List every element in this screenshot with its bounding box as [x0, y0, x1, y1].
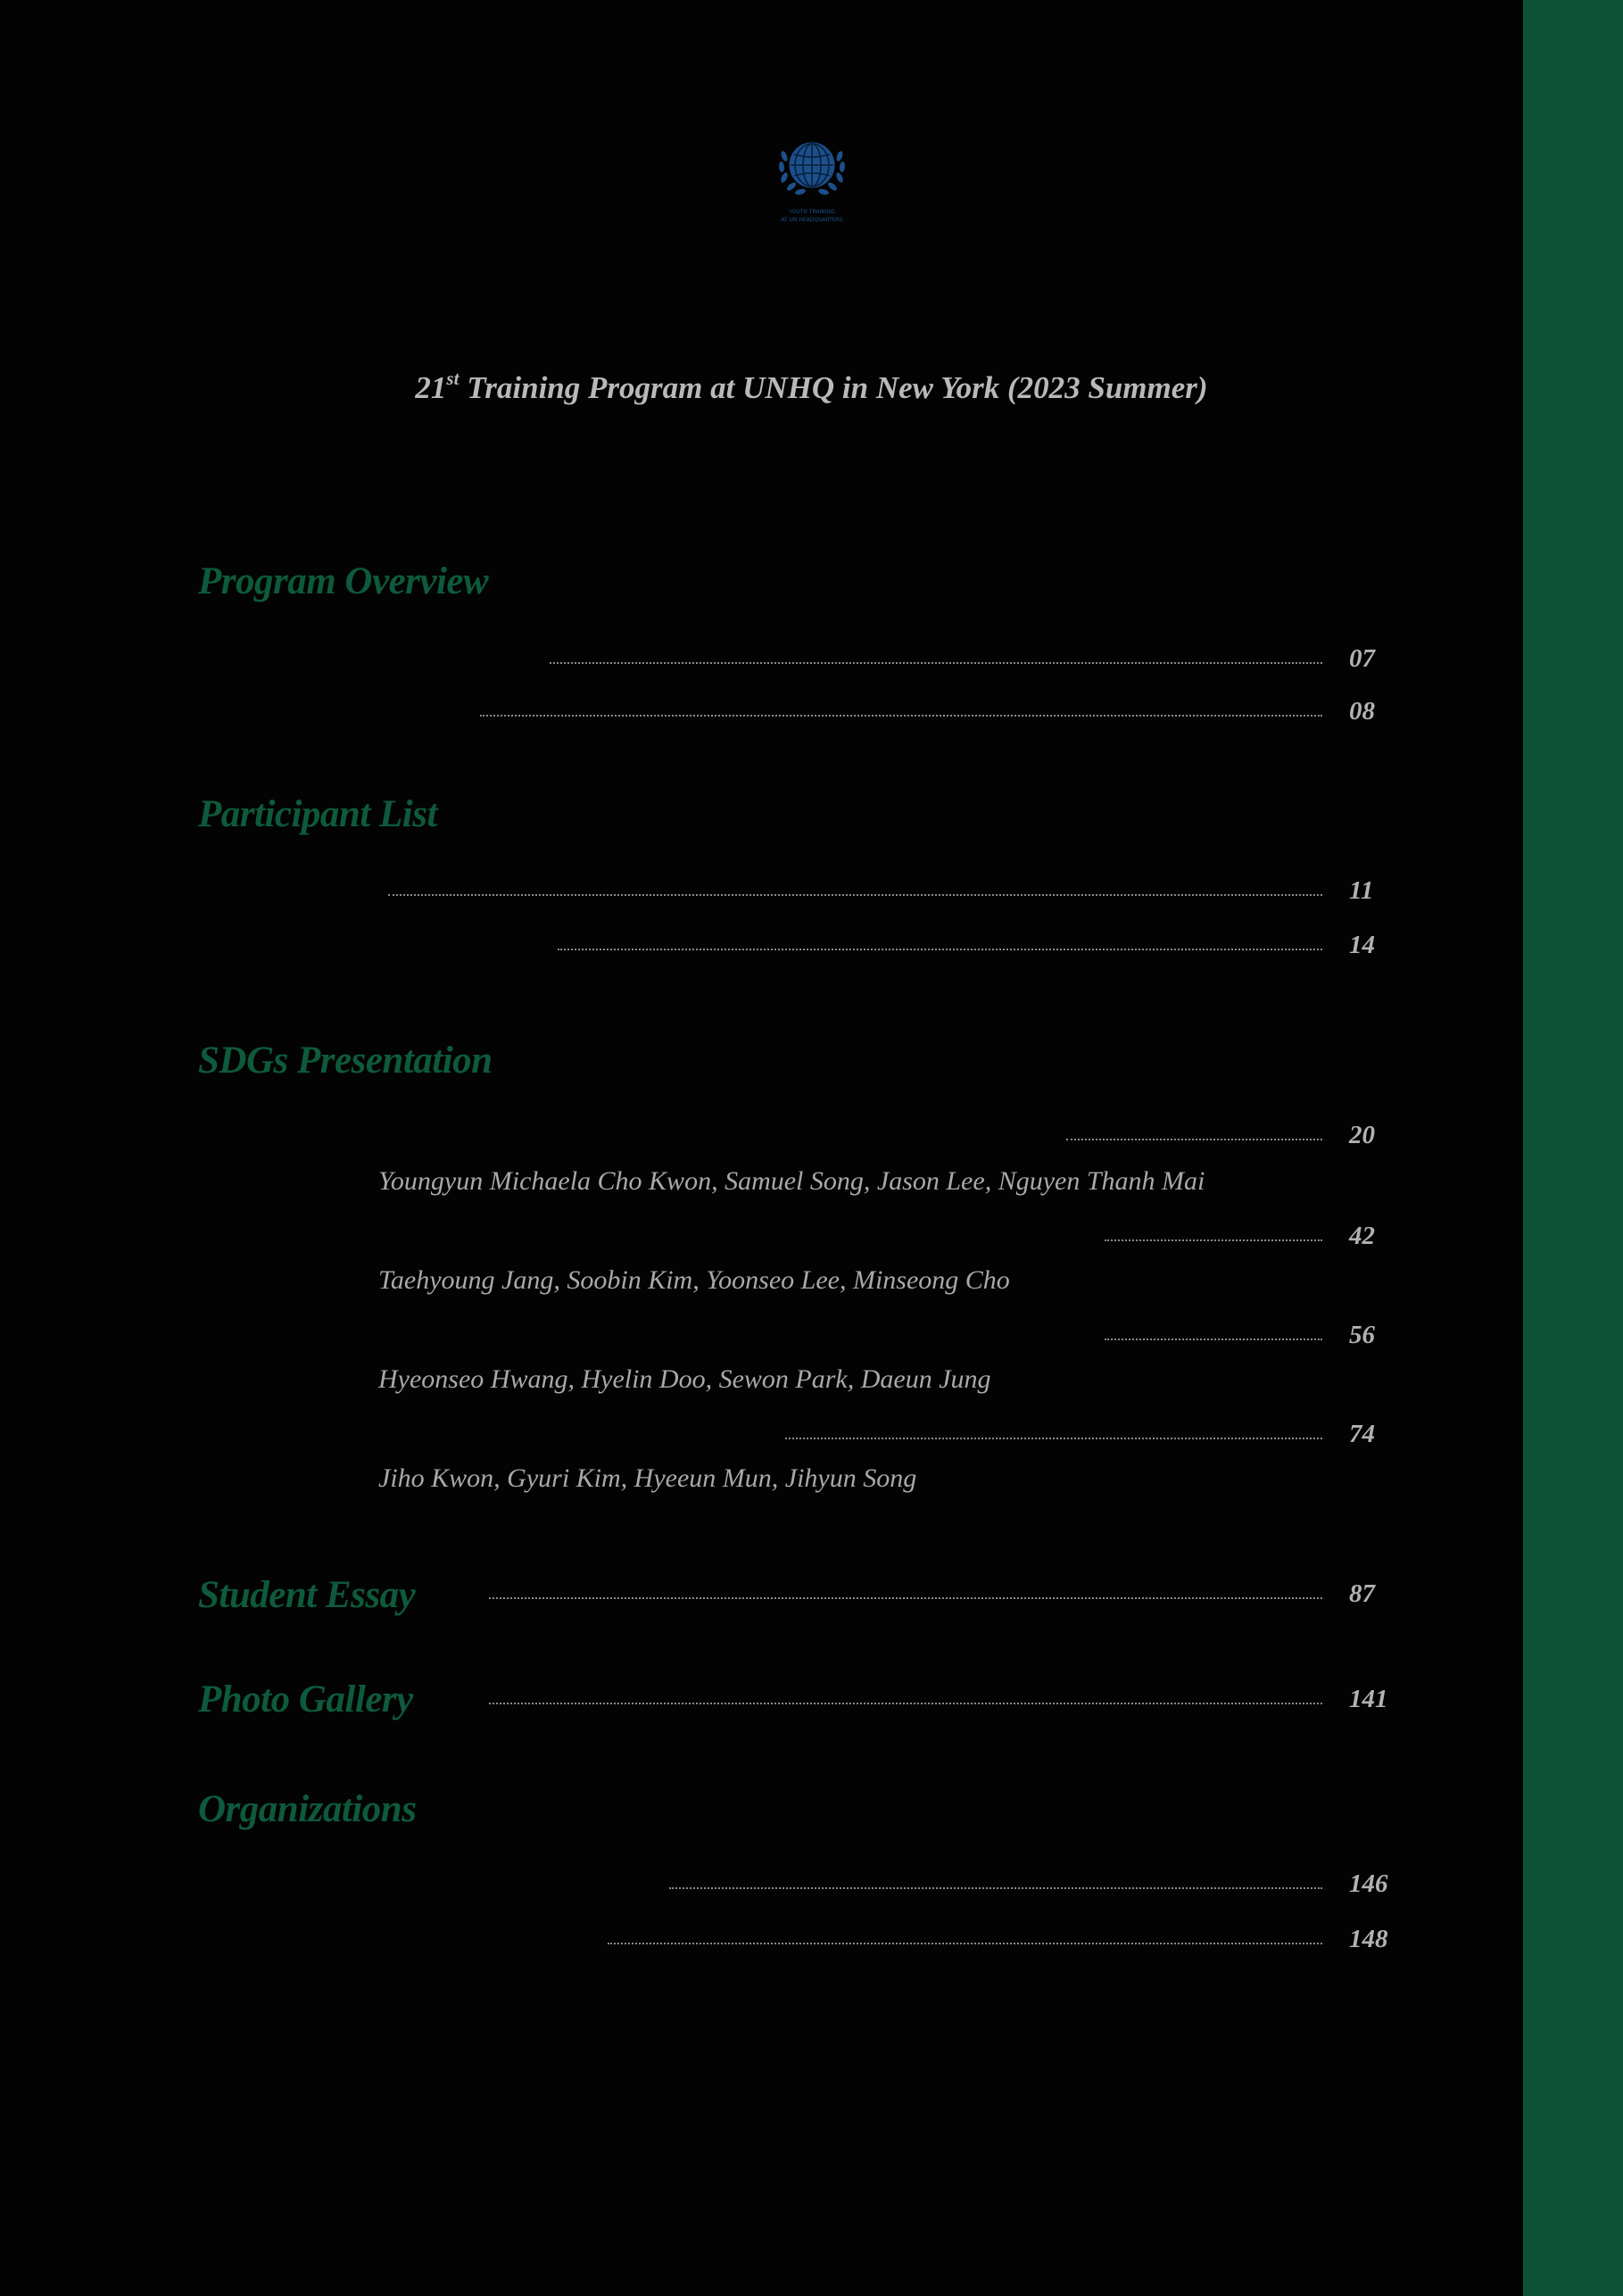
section-title-sdgs-presentation: SDGs Presentation	[198, 1040, 493, 1082]
toc-page-number: 42	[1349, 1222, 1375, 1250]
section-title-student-essay: Student Essay	[198, 1574, 416, 1616]
toc-page-number: 56	[1349, 1321, 1375, 1349]
toc-leader	[1105, 1239, 1322, 1241]
green-side-band	[1523, 0, 1623, 2296]
presentation-authors: Jiho Kwon, Gyuri Kim, Hyeeun Mun, Jihyun Song	[378, 1463, 917, 1493]
toc-leader	[608, 1943, 1322, 1944]
toc-page-number: 87	[1349, 1579, 1375, 1608]
toc-leader	[1105, 1339, 1322, 1340]
subtitle-ordinal-suffix: st	[446, 368, 460, 389]
toc-page-number: 14	[1349, 931, 1375, 959]
toc-page-number: 20	[1349, 1121, 1375, 1149]
toc-leader	[480, 715, 1322, 717]
toc-leader	[785, 1438, 1322, 1439]
toc-page-number: 11	[1349, 876, 1374, 905]
presentation-authors: Taehyoung Jang, Soobin Kim, Yoonseo Lee, Minseong Cho	[378, 1265, 1010, 1295]
presentation-authors: Youngyun Michaela Cho Kwon, Samuel Song, Jason Lee, Nguyen Thanh Mai	[378, 1166, 1205, 1196]
toc-page-number: 148	[1349, 1925, 1388, 1953]
logo-caption-line1: YOUTH TRAINING	[789, 209, 835, 215]
logo-caption-line2: AT UN HEADQUARTERS	[781, 217, 843, 223]
section-title-organizations: Organizations	[198, 1788, 417, 1830]
document-subtitle	[0, 370, 1623, 406]
toc-page-number: 141	[1349, 1685, 1388, 1713]
toc-page-number: 146	[1349, 1869, 1388, 1898]
toc-leader	[669, 1887, 1322, 1889]
presentation-authors: Hyeonseo Hwang, Hyelin Doo, Sewon Park, Daeun Jung	[378, 1364, 991, 1394]
subtitle-text: Training Program at UNHQ in New York (2023 Summer)	[459, 370, 1208, 405]
toc-leader	[550, 662, 1322, 664]
subtitle-ordinal-number: 21	[415, 370, 447, 405]
toc-page-number: 74	[1349, 1420, 1375, 1448]
toc-leader	[489, 1703, 1322, 1704]
un-emblem-logo	[769, 138, 855, 228]
toc-leader	[558, 949, 1322, 950]
section-title-program-overview: Program Overview	[198, 560, 489, 602]
toc-page-number: 08	[1349, 697, 1375, 725]
section-title-participant-list: Participant List	[198, 793, 437, 835]
section-title-photo-gallery: Photo Gallery	[198, 1678, 413, 1720]
toc-leader	[489, 1597, 1322, 1599]
toc-page-number: 07	[1349, 644, 1375, 673]
toc-leader	[1066, 1139, 1322, 1140]
toc-leader	[388, 894, 1322, 896]
